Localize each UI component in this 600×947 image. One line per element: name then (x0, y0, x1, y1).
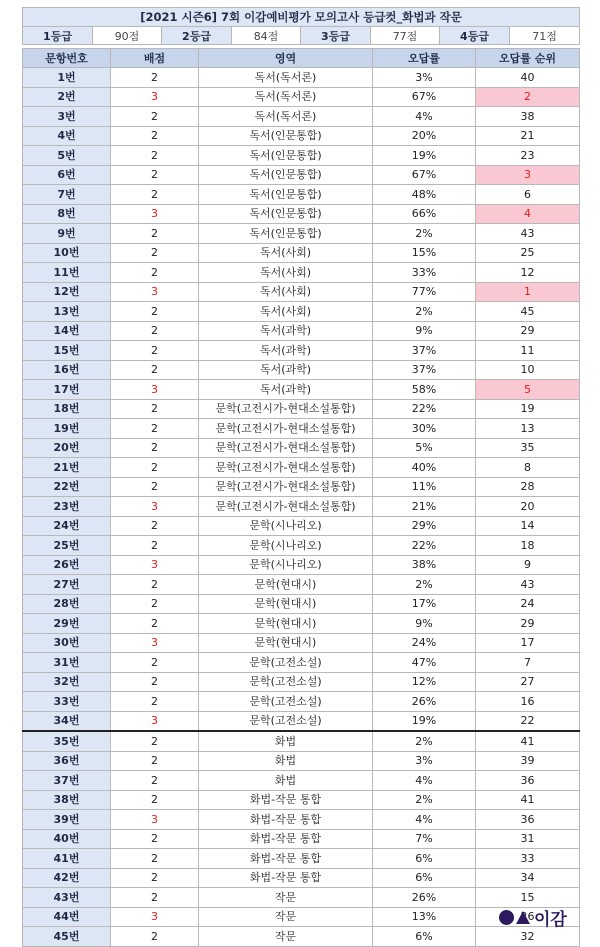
question-number: 31번 (23, 653, 111, 673)
table-row (23, 321, 580, 341)
grade-2-label: 2등급 (162, 27, 232, 45)
error-rank-cell: 33 (476, 849, 580, 869)
error-rank-cell: 6 (476, 185, 580, 205)
grade-cut-sheet (22, 7, 579, 947)
question-number: 18번 (23, 399, 111, 419)
table-row (23, 810, 580, 830)
points-cell: 3 (111, 380, 199, 400)
points-cell: 2 (111, 771, 199, 791)
grade-1-label: 1등급 (23, 27, 93, 45)
error-rate-cell: 77% (373, 282, 476, 302)
table-row (23, 438, 580, 458)
col-header-number: 문항번호 (23, 49, 111, 68)
area-cell: 독서(독서론) (199, 87, 373, 107)
question-number: 16번 (23, 360, 111, 380)
logo-circle-icon (499, 910, 514, 925)
points-cell: 3 (111, 497, 199, 517)
error-rank-cell: 9 (476, 555, 580, 575)
error-rank-cell: 8 (476, 458, 580, 478)
question-number: 23번 (23, 497, 111, 517)
error-rate-cell: 33% (373, 263, 476, 283)
points-cell: 2 (111, 263, 199, 283)
table-row (23, 633, 580, 653)
error-rank-cell: 45 (476, 302, 580, 322)
table-row (23, 68, 580, 88)
points-cell: 2 (111, 731, 199, 751)
points-cell: 2 (111, 614, 199, 634)
error-rate-cell: 19% (373, 711, 476, 731)
table-row (23, 692, 580, 712)
col-header-error-rate: 오답률 (373, 49, 476, 68)
error-rate-cell: 7% (373, 829, 476, 849)
error-rank-cell: 29 (476, 614, 580, 634)
points-cell: 2 (111, 575, 199, 595)
area-cell: 독서(사회) (199, 282, 373, 302)
question-table (22, 48, 580, 947)
question-number: 39번 (23, 810, 111, 830)
table-row (23, 185, 580, 205)
grade-3-label: 3등급 (301, 27, 371, 45)
question-number: 36번 (23, 751, 111, 771)
grade-cut-row (23, 27, 580, 45)
points-cell: 2 (111, 672, 199, 692)
points-cell: 3 (111, 810, 199, 830)
error-rate-cell: 3% (373, 751, 476, 771)
error-rate-cell: 2% (373, 224, 476, 244)
question-number: 11번 (23, 263, 111, 283)
points-cell: 3 (111, 282, 199, 302)
table-row (23, 711, 580, 731)
table-row (23, 497, 580, 517)
points-cell: 2 (111, 360, 199, 380)
area-cell: 독서(독서론) (199, 68, 373, 88)
area-cell: 문학(고전소설) (199, 692, 373, 712)
error-rank-cell: 43 (476, 575, 580, 595)
error-rank-cell: 41 (476, 790, 580, 810)
error-rank-cell: 34 (476, 868, 580, 888)
table-row (23, 614, 580, 634)
error-rate-cell: 37% (373, 360, 476, 380)
area-cell: 문학(고전시가-현대소설통합) (199, 477, 373, 497)
area-cell: 화법-작문 통합 (199, 849, 373, 869)
error-rate-cell: 6% (373, 927, 476, 947)
table-row (23, 399, 580, 419)
col-header-points: 배점 (111, 49, 199, 68)
area-cell: 독서(독서론) (199, 107, 373, 127)
points-cell: 3 (111, 555, 199, 575)
table-row (23, 536, 580, 556)
points-cell: 2 (111, 243, 199, 263)
table-row (23, 594, 580, 614)
error-rate-cell: 2% (373, 790, 476, 810)
table-row (23, 360, 580, 380)
error-rate-cell: 6% (373, 868, 476, 888)
question-number: 43번 (23, 888, 111, 908)
points-cell: 2 (111, 68, 199, 88)
question-number: 2번 (23, 87, 111, 107)
area-cell: 문학(시나리오) (199, 555, 373, 575)
points-cell: 2 (111, 165, 199, 185)
question-number: 28번 (23, 594, 111, 614)
table-row (23, 107, 580, 127)
area-cell: 독서(과학) (199, 341, 373, 361)
question-number: 10번 (23, 243, 111, 263)
table-row (23, 477, 580, 497)
table-row (23, 282, 580, 302)
error-rate-cell: 67% (373, 87, 476, 107)
table-row (23, 419, 580, 439)
area-cell: 문학(시나리오) (199, 516, 373, 536)
error-rank-cell: 41 (476, 731, 580, 751)
area-cell: 문학(고전시가-현대소설통합) (199, 458, 373, 478)
points-cell: 2 (111, 399, 199, 419)
error-rank-cell: 24 (476, 594, 580, 614)
error-rank-cell: 19 (476, 399, 580, 419)
error-rate-cell: 2% (373, 575, 476, 595)
question-number: 9번 (23, 224, 111, 244)
question-number: 6번 (23, 165, 111, 185)
error-rank-cell: 27 (476, 672, 580, 692)
error-rank-cell: 17 (476, 633, 580, 653)
area-cell: 독서(사회) (199, 243, 373, 263)
question-number: 25번 (23, 536, 111, 556)
area-cell: 독서(인문통합) (199, 165, 373, 185)
table-row (23, 751, 580, 771)
error-rank-cell: 4 (476, 204, 580, 224)
title-row (23, 8, 580, 27)
error-rate-cell: 20% (373, 126, 476, 146)
points-cell: 3 (111, 204, 199, 224)
question-number: 26번 (23, 555, 111, 575)
error-rate-cell: 4% (373, 810, 476, 830)
area-cell: 독서(사회) (199, 263, 373, 283)
error-rank-cell: 26 (476, 907, 580, 927)
area-cell: 독서(사회) (199, 302, 373, 322)
error-rank-cell: 12 (476, 263, 580, 283)
error-rank-cell: 16 (476, 692, 580, 712)
error-rank-cell: 7 (476, 653, 580, 673)
error-rate-cell: 47% (373, 653, 476, 673)
question-number: 17번 (23, 380, 111, 400)
error-rate-cell: 37% (373, 341, 476, 361)
area-cell: 문학(현대시) (199, 594, 373, 614)
error-rate-cell: 19% (373, 146, 476, 166)
question-number: 37번 (23, 771, 111, 791)
question-number: 42번 (23, 868, 111, 888)
points-cell: 2 (111, 126, 199, 146)
logo-text: 이감 (534, 909, 567, 930)
table-row (23, 224, 580, 244)
points-cell: 2 (111, 419, 199, 439)
error-rate-cell: 13% (373, 907, 476, 927)
question-number: 5번 (23, 146, 111, 166)
error-rank-cell: 35 (476, 438, 580, 458)
question-number: 14번 (23, 321, 111, 341)
area-cell: 문학(고전시가-현대소설통합) (199, 419, 373, 439)
area-cell: 화법-작문 통합 (199, 868, 373, 888)
area-cell: 문학(시나리오) (199, 536, 373, 556)
points-cell: 2 (111, 438, 199, 458)
area-cell: 화법 (199, 771, 373, 791)
error-rate-cell: 22% (373, 399, 476, 419)
table-row (23, 731, 580, 751)
error-rate-cell: 67% (373, 165, 476, 185)
area-cell: 문학(고전시가-현대소설통합) (199, 497, 373, 517)
area-cell: 문학(현대시) (199, 575, 373, 595)
question-number: 32번 (23, 672, 111, 692)
error-rate-cell: 26% (373, 692, 476, 712)
error-rank-cell: 10 (476, 360, 580, 380)
area-cell: 작문 (199, 927, 373, 947)
points-cell: 2 (111, 888, 199, 908)
table-row (23, 516, 580, 536)
question-number: 45번 (23, 927, 111, 947)
table-row (23, 849, 580, 869)
error-rate-cell: 4% (373, 771, 476, 791)
question-number: 29번 (23, 614, 111, 634)
error-rate-cell: 11% (373, 477, 476, 497)
question-number: 41번 (23, 849, 111, 869)
area-cell: 작문 (199, 907, 373, 927)
area-cell: 문학(현대시) (199, 614, 373, 634)
table-row (23, 458, 580, 478)
area-cell: 화법-작문 통합 (199, 810, 373, 830)
points-cell: 2 (111, 829, 199, 849)
question-number: 3번 (23, 107, 111, 127)
error-rank-cell: 39 (476, 751, 580, 771)
question-number: 21번 (23, 458, 111, 478)
points-cell: 2 (111, 185, 199, 205)
area-cell: 화법-작문 통합 (199, 790, 373, 810)
table-row (23, 146, 580, 166)
points-cell: 2 (111, 477, 199, 497)
grade-1-value: 90점 (93, 27, 162, 45)
question-number: 35번 (23, 731, 111, 751)
table-row (23, 341, 580, 361)
table-row (23, 790, 580, 810)
table-row (23, 888, 580, 908)
error-rate-cell: 2% (373, 302, 476, 322)
error-rank-cell: 20 (476, 497, 580, 517)
col-header-error-rank: 오답률 순위 (476, 49, 580, 68)
question-number: 30번 (23, 633, 111, 653)
error-rank-cell: 22 (476, 711, 580, 731)
error-rate-cell: 29% (373, 516, 476, 536)
error-rank-cell: 14 (476, 516, 580, 536)
question-number: 27번 (23, 575, 111, 595)
table-row (23, 555, 580, 575)
points-cell: 2 (111, 516, 199, 536)
area-cell: 화법 (199, 731, 373, 751)
error-rate-cell: 15% (373, 243, 476, 263)
table-row (23, 829, 580, 849)
area-cell: 독서(과학) (199, 380, 373, 400)
question-number: 40번 (23, 829, 111, 849)
error-rate-cell: 12% (373, 672, 476, 692)
error-rank-cell: 18 (476, 536, 580, 556)
error-rate-cell: 40% (373, 458, 476, 478)
area-cell: 화법 (199, 751, 373, 771)
error-rate-cell: 3% (373, 68, 476, 88)
error-rate-cell: 17% (373, 594, 476, 614)
error-rate-cell: 22% (373, 536, 476, 556)
area-cell: 문학(고전소설) (199, 653, 373, 673)
error-rank-cell: 2 (476, 87, 580, 107)
table-row (23, 672, 580, 692)
question-number: 8번 (23, 204, 111, 224)
error-rate-cell: 58% (373, 380, 476, 400)
error-rank-cell: 40 (476, 68, 580, 88)
error-rate-cell: 9% (373, 321, 476, 341)
error-rank-cell: 3 (476, 165, 580, 185)
points-cell: 2 (111, 536, 199, 556)
brand-logo (499, 906, 567, 928)
error-rank-cell: 13 (476, 419, 580, 439)
area-cell: 독서(과학) (199, 321, 373, 341)
error-rate-cell: 5% (373, 438, 476, 458)
points-cell: 2 (111, 224, 199, 244)
error-rate-cell: 4% (373, 107, 476, 127)
error-rate-cell: 21% (373, 497, 476, 517)
points-cell: 2 (111, 107, 199, 127)
table-row (23, 204, 580, 224)
error-rank-cell: 29 (476, 321, 580, 341)
area-cell: 문학(현대시) (199, 633, 373, 653)
points-cell: 2 (111, 146, 199, 166)
question-number: 15번 (23, 341, 111, 361)
points-cell: 2 (111, 692, 199, 712)
area-cell: 문학(고전시가-현대소설통합) (199, 438, 373, 458)
table-row (23, 263, 580, 283)
table-row (23, 243, 580, 263)
error-rate-cell: 30% (373, 419, 476, 439)
points-cell: 2 (111, 594, 199, 614)
error-rank-cell: 28 (476, 477, 580, 497)
question-number: 13번 (23, 302, 111, 322)
error-rate-cell: 48% (373, 185, 476, 205)
col-header-area: 영역 (199, 49, 373, 68)
area-cell: 독서(인문통합) (199, 146, 373, 166)
question-number: 34번 (23, 711, 111, 731)
question-number: 4번 (23, 126, 111, 146)
area-cell: 문학(고전소설) (199, 672, 373, 692)
error-rate-cell: 26% (373, 888, 476, 908)
table-row (23, 575, 580, 595)
area-cell: 화법-작문 통합 (199, 829, 373, 849)
table-row (23, 87, 580, 107)
points-cell: 3 (111, 907, 199, 927)
area-cell: 작문 (199, 888, 373, 908)
area-cell: 독서(인문통합) (199, 185, 373, 205)
area-cell: 문학(고전소설) (199, 711, 373, 731)
grade-4-value: 71점 (510, 27, 580, 45)
question-number: 33번 (23, 692, 111, 712)
error-rate-cell: 24% (373, 633, 476, 653)
grade-2-value: 84점 (232, 27, 301, 45)
question-number: 1번 (23, 68, 111, 88)
table-row (23, 126, 580, 146)
question-number: 7번 (23, 185, 111, 205)
page-title: [2021 시즌6] 7회 이감예비평가 모의고사 등급컷_화법과 작문 (23, 8, 580, 27)
question-number: 22번 (23, 477, 111, 497)
error-rate-cell: 9% (373, 614, 476, 634)
error-rank-cell: 36 (476, 771, 580, 791)
table-row (23, 653, 580, 673)
error-rank-cell: 5 (476, 380, 580, 400)
table-row (23, 927, 580, 947)
column-header-row (23, 49, 580, 68)
question-number: 20번 (23, 438, 111, 458)
points-cell: 2 (111, 790, 199, 810)
points-cell: 2 (111, 653, 199, 673)
points-cell: 2 (111, 849, 199, 869)
error-rate-cell: 6% (373, 849, 476, 869)
area-cell: 독서(인문통합) (199, 126, 373, 146)
question-number: 12번 (23, 282, 111, 302)
points-cell: 2 (111, 302, 199, 322)
table-row (23, 165, 580, 185)
table-row (23, 302, 580, 322)
points-cell: 3 (111, 633, 199, 653)
question-number: 44번 (23, 907, 111, 927)
error-rank-cell: 32 (476, 927, 580, 947)
table-row (23, 380, 580, 400)
error-rate-cell: 2% (373, 731, 476, 751)
grade-4-label: 4등급 (440, 27, 510, 45)
table-row (23, 907, 580, 927)
points-cell: 3 (111, 711, 199, 731)
error-rank-cell: 31 (476, 829, 580, 849)
error-rank-cell: 15 (476, 888, 580, 908)
points-cell: 3 (111, 87, 199, 107)
question-rows (23, 68, 580, 947)
area-cell: 문학(고전시가-현대소설통합) (199, 399, 373, 419)
points-cell: 2 (111, 341, 199, 361)
error-rate-cell: 38% (373, 555, 476, 575)
points-cell: 2 (111, 751, 199, 771)
area-cell: 독서(인문통합) (199, 204, 373, 224)
grade-3-value: 77점 (371, 27, 440, 45)
error-rank-cell: 25 (476, 243, 580, 263)
error-rank-cell: 11 (476, 341, 580, 361)
question-number: 19번 (23, 419, 111, 439)
points-cell: 2 (111, 321, 199, 341)
points-cell: 2 (111, 458, 199, 478)
table-row (23, 771, 580, 791)
area-cell: 독서(인문통합) (199, 224, 373, 244)
area-cell: 독서(과학) (199, 360, 373, 380)
table-row (23, 868, 580, 888)
error-rank-cell: 21 (476, 126, 580, 146)
question-number: 24번 (23, 516, 111, 536)
error-rate-cell: 66% (373, 204, 476, 224)
logo-triangle-icon (516, 911, 530, 924)
error-rank-cell: 43 (476, 224, 580, 244)
question-number: 38번 (23, 790, 111, 810)
error-rank-cell: 23 (476, 146, 580, 166)
summary-table (22, 7, 580, 45)
error-rank-cell: 36 (476, 810, 580, 830)
points-cell: 2 (111, 868, 199, 888)
error-rank-cell: 38 (476, 107, 580, 127)
points-cell: 2 (111, 927, 199, 947)
error-rank-cell: 1 (476, 282, 580, 302)
